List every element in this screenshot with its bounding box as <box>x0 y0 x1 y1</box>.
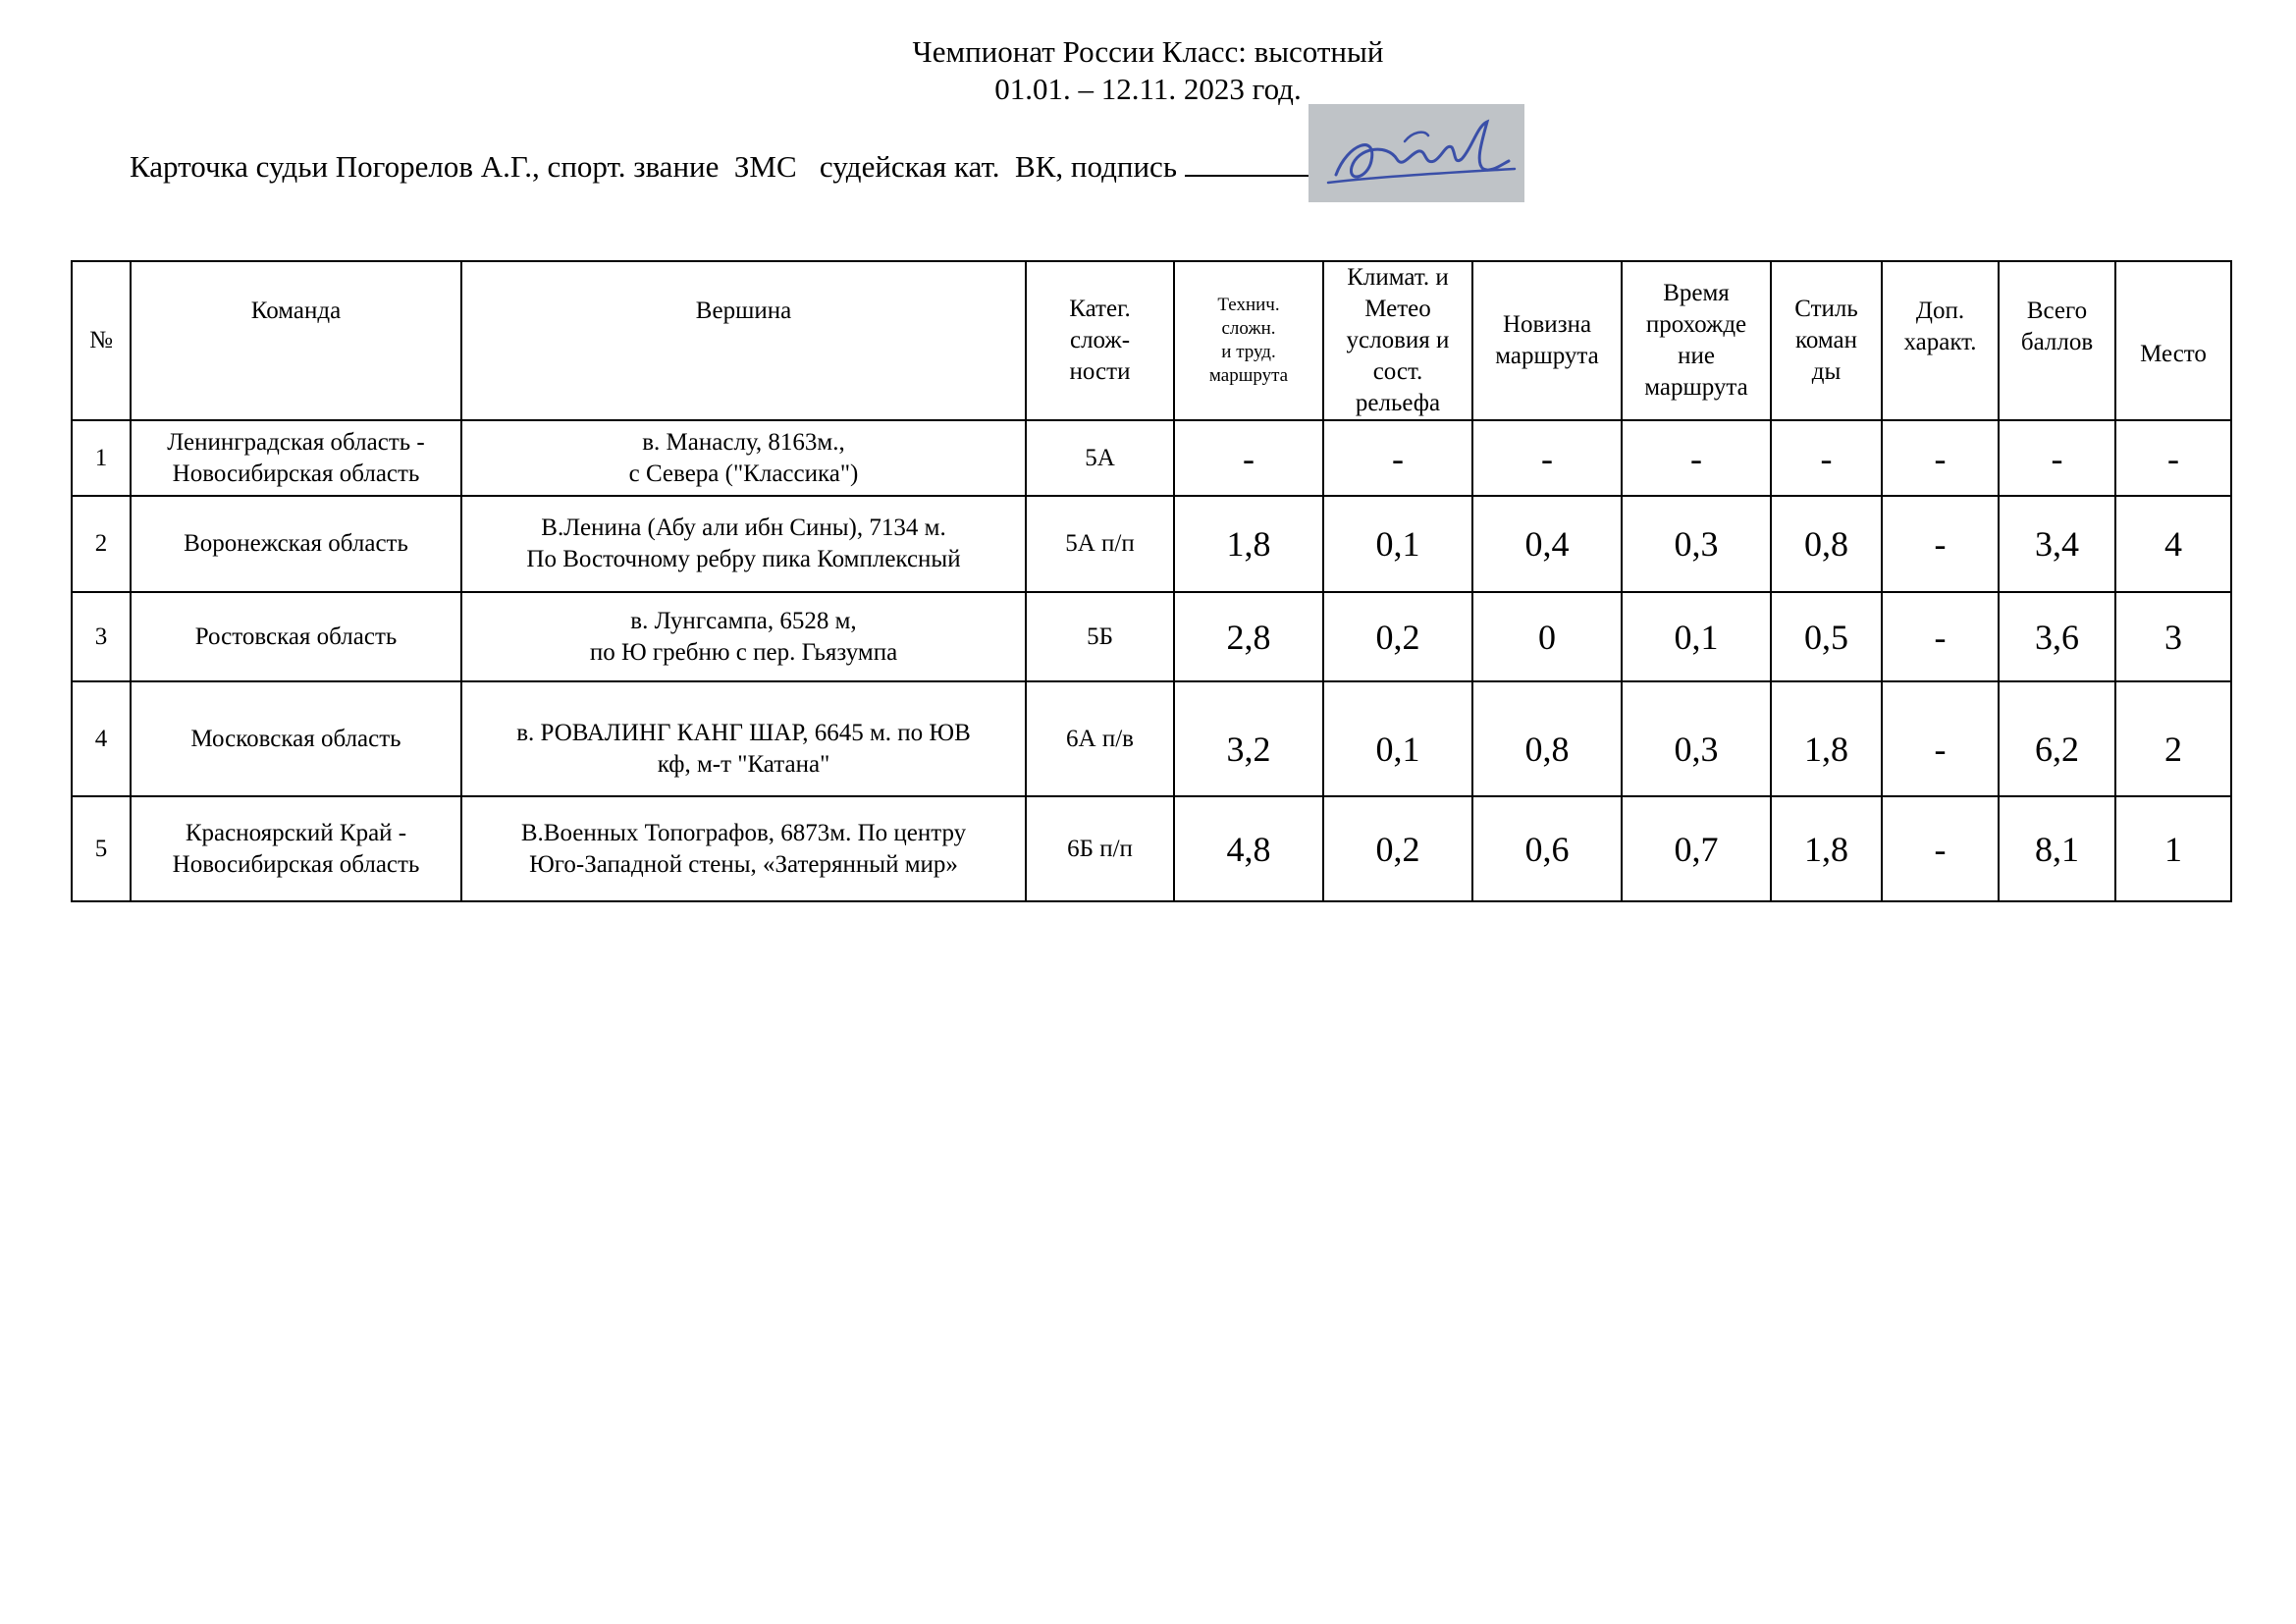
results-table <box>71 260 2232 902</box>
row-no: 4 <box>72 681 131 796</box>
row-novelty: 0 <box>1472 592 1622 681</box>
row-team-l2: Новосибирская область <box>172 850 420 878</box>
col-time-l1: Время <box>1663 280 1730 306</box>
row-category: 6Б п/п <box>1026 796 1174 901</box>
col-climate-l3: условия и <box>1346 327 1450 353</box>
row-team <box>131 592 461 681</box>
table-row <box>72 592 2231 681</box>
judge-card-text: Карточка судьи Погорелов А.Г., спорт. звание ЗМС судейская кат. ВК, подпись <box>130 149 1185 184</box>
row-climate: 0,2 <box>1323 592 1472 681</box>
row-peak <box>461 796 1026 901</box>
row-peak-l1: в. Лунгсампа, 6528 м, <box>630 607 857 634</box>
row-no: 3 <box>72 592 131 681</box>
row-peak <box>461 420 1026 496</box>
col-novelty-l1: Новизна <box>1502 311 1592 338</box>
row-team <box>131 420 461 496</box>
table-row <box>72 420 2231 496</box>
row-extra: - <box>1882 796 1999 901</box>
row-time: 0,7 <box>1622 796 1771 901</box>
row-category: 5А п/п <box>1026 496 1174 592</box>
row-tech: - <box>1174 420 1323 496</box>
row-style: 0,8 <box>1771 496 1882 592</box>
col-category <box>1026 261 1174 420</box>
row-time: 0,3 <box>1622 496 1771 592</box>
col-tech-l4: маршрута <box>1208 365 1289 386</box>
col-style-l1: Стиль <box>1794 296 1858 322</box>
row-style: 1,8 <box>1771 796 1882 901</box>
col-tech-l1: Технич. <box>1217 295 1280 315</box>
row-total: - <box>1999 420 2115 496</box>
col-tech-l3: и труд. <box>1221 342 1276 362</box>
row-place: 1 <box>2115 796 2231 901</box>
row-team-l1: Ростовская область <box>194 623 398 650</box>
row-no: 5 <box>72 796 131 901</box>
row-category: 6А п/в <box>1026 681 1174 796</box>
row-novelty: 0,6 <box>1472 796 1622 901</box>
header-row <box>72 261 2231 420</box>
col-place: Место <box>2115 261 2231 420</box>
signature-scribble-icon <box>1308 104 1524 202</box>
row-peak-l2: Юго-Западной стены, «Затерянный мир» <box>529 850 958 878</box>
col-category-l2: слож- <box>1069 327 1131 353</box>
row-tech: 1,8 <box>1174 496 1323 592</box>
row-team-l1: Красноярский Край - <box>185 819 407 846</box>
col-style-l3: ды <box>1811 358 1842 385</box>
row-team <box>131 496 461 592</box>
col-time <box>1622 261 1771 420</box>
row-place: 4 <box>2115 496 2231 592</box>
col-peak: Вершина <box>461 261 1026 420</box>
row-time: 0,3 <box>1622 681 1771 796</box>
col-time-l2: прохожде <box>1645 311 1747 338</box>
table-row <box>72 681 2231 796</box>
row-team-l1: Воронежская область <box>184 530 408 557</box>
row-team-l1: Московская область <box>190 725 401 752</box>
col-total <box>1999 261 2115 420</box>
col-extra-l1: Доп. <box>1915 298 1965 324</box>
row-team <box>131 796 461 901</box>
row-peak-l2: По Восточному ребру пика Комплексный <box>526 546 961 572</box>
document-period: 01.01. – 12.11. 2023 год. <box>994 72 1302 106</box>
row-peak <box>461 496 1026 592</box>
col-total-l1: Всего <box>2026 298 2088 324</box>
row-peak-l2: кф, м-т "Катана" <box>657 750 830 778</box>
row-extra: - <box>1882 496 1999 592</box>
col-time-l4: маршрута <box>1644 374 1748 401</box>
row-no: 1 <box>72 420 131 496</box>
row-novelty: 0,4 <box>1472 496 1622 592</box>
col-tech-l2: сложн. <box>1221 318 1276 339</box>
table-row <box>72 796 2231 901</box>
row-total: 3,4 <box>1999 496 2115 592</box>
row-total: 3,6 <box>1999 592 2115 681</box>
col-climate-l1: Климат. и <box>1347 264 1449 291</box>
row-peak <box>461 681 1026 796</box>
col-novelty-l2: маршрута <box>1495 343 1599 369</box>
row-category: 5Б <box>1026 592 1174 681</box>
row-no: 2 <box>72 496 131 592</box>
col-extra <box>1882 261 1999 420</box>
row-climate: 0,1 <box>1323 496 1472 592</box>
row-style: - <box>1771 420 1882 496</box>
row-peak-l1: в. Манаслу, 8163м., <box>642 428 845 456</box>
judge-card-line <box>130 147 1430 186</box>
row-style: 1,8 <box>1771 681 1882 796</box>
table-row <box>72 496 2231 592</box>
row-place: - <box>2115 420 2231 496</box>
col-no: № <box>72 261 131 420</box>
row-novelty: 0,8 <box>1472 681 1622 796</box>
row-team-l1: Ленинградская область - <box>167 428 425 456</box>
row-climate: 0,2 <box>1323 796 1472 901</box>
row-tech: 3,2 <box>1174 681 1323 796</box>
col-climate-l5: рельефа <box>1355 390 1441 416</box>
row-peak-l1: В.Ленина (Абу али ибн Сины), 7134 м. <box>541 514 946 541</box>
row-time: - <box>1622 420 1771 496</box>
col-style-l2: коман <box>1794 327 1858 353</box>
row-total: 6,2 <box>1999 681 2115 796</box>
row-peak-l1: в. РОВАЛИНГ КАНГ ШАР, 6645 м. по ЮВ <box>516 719 971 746</box>
col-climate-l2: Метео <box>1364 296 1431 322</box>
row-style: 0,5 <box>1771 592 1882 681</box>
row-peak <box>461 592 1026 681</box>
row-team <box>131 681 461 796</box>
col-climate <box>1323 261 1472 420</box>
col-style <box>1771 261 1882 420</box>
row-peak-l2: по Ю гребню с пер. Гьязумпа <box>589 638 898 666</box>
col-climate-l4: сост. <box>1372 358 1423 385</box>
row-tech: 4,8 <box>1174 796 1323 901</box>
row-place: 2 <box>2115 681 2231 796</box>
col-extra-l2: характ. <box>1903 329 1977 355</box>
row-peak-l1: В.Военных Топографов, 6873м. По центру <box>520 819 967 846</box>
col-team: Команда <box>131 261 461 420</box>
row-peak-l2: с Севера ("Классика") <box>628 460 859 487</box>
row-extra: - <box>1882 681 1999 796</box>
row-extra: - <box>1882 420 1999 496</box>
row-climate: 0,1 <box>1323 681 1472 796</box>
col-total-l2: баллов <box>2020 329 2094 355</box>
row-tech: 2,8 <box>1174 592 1323 681</box>
col-category-l3: ности <box>1069 358 1131 385</box>
row-extra: - <box>1882 592 1999 681</box>
row-time: 0,1 <box>1622 592 1771 681</box>
document-title: Чемпионат России Класс: высотный <box>912 34 1384 69</box>
col-category-l1: Катег. <box>1069 296 1131 322</box>
row-total: 8,1 <box>1999 796 2115 901</box>
row-team-l2: Новосибирская область <box>172 460 420 487</box>
col-novelty <box>1472 261 1622 420</box>
col-tech <box>1174 261 1323 420</box>
row-category: 5А <box>1026 420 1174 496</box>
row-place: 3 <box>2115 592 2231 681</box>
row-novelty: - <box>1472 420 1622 496</box>
col-time-l3: ние <box>1678 343 1715 369</box>
row-climate: - <box>1323 420 1472 496</box>
signature-image <box>1308 104 1524 202</box>
